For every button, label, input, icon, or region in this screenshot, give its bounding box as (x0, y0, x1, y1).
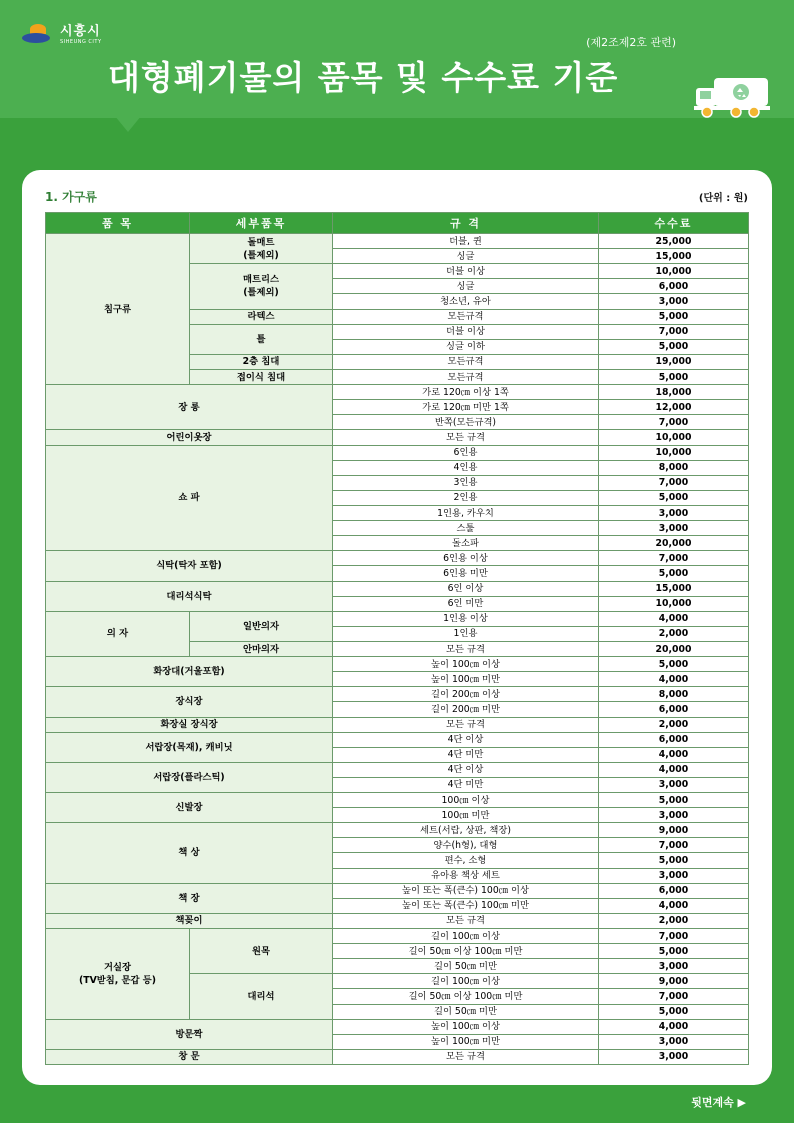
spec-cell: 반쪽(모든규격) (333, 415, 599, 430)
spec-cell: 유아용 책상 세트 (333, 868, 599, 883)
city-logo (22, 24, 102, 46)
fee-cell: 5,000 (599, 657, 749, 672)
fee-cell: 6,000 (599, 279, 749, 294)
fee-cell: 2,000 (599, 913, 749, 928)
spec-cell: 더블 이상 (333, 324, 599, 339)
city-logo-mark (22, 24, 56, 46)
spec-cell: 청소년, 유아 (333, 294, 599, 309)
item-cell: 방문짝 (46, 1019, 333, 1049)
item-cell: 화장실 장식장 (46, 717, 333, 732)
item-cell: 의 자 (46, 611, 190, 656)
spec-cell: 싱글 이하 (333, 339, 599, 354)
fee-cell: 10,000 (599, 445, 749, 460)
fee-cell: 3,000 (599, 1034, 749, 1049)
header-notch (110, 110, 146, 132)
subitem-cell: 일반의자 (190, 611, 333, 641)
table-row (46, 929, 749, 944)
fee-cell: 3,000 (599, 505, 749, 520)
spec-cell: 6인 이상 (333, 581, 599, 596)
fee-cell: 4,000 (599, 762, 749, 777)
spec-cell: 4인용 (333, 460, 599, 475)
fee-cell: 18,000 (599, 385, 749, 400)
fee-cell: 20,000 (599, 536, 749, 551)
item-cell: 어린이옷장 (46, 430, 333, 445)
fee-cell: 5,000 (599, 793, 749, 808)
table-row (46, 581, 749, 596)
fee-cell: 5,000 (599, 566, 749, 581)
fee-cell: 6,000 (599, 732, 749, 747)
table-row (46, 611, 749, 626)
spec-cell: 4단 이상 (333, 732, 599, 747)
fee-cell: 20,000 (599, 641, 749, 656)
fee-cell: 2,000 (599, 717, 749, 732)
spec-cell: 높이 100㎝ 이상 (333, 1019, 599, 1034)
spec-cell: 돌소파 (333, 536, 599, 551)
fee-cell: 7,000 (599, 551, 749, 566)
spec-cell: 1인용 (333, 626, 599, 641)
spec-cell: 가로 120㎝ 미만 1쪽 (333, 400, 599, 415)
fee-cell: 9,000 (599, 974, 749, 989)
spec-cell: 길이 50㎝ 이상 100㎝ 미만 (333, 989, 599, 1004)
fee-cell: 3,000 (599, 1049, 749, 1064)
item-cell: 신발장 (46, 793, 333, 823)
table-row (46, 657, 749, 672)
column-header-item: 품 목 (46, 213, 190, 234)
fee-cell: 4,000 (599, 747, 749, 762)
fee-cell: 19,000 (599, 354, 749, 369)
item-cell: 쇼 파 (46, 445, 333, 551)
table-row (46, 551, 749, 566)
spec-cell: 모든 규격 (333, 641, 599, 656)
spec-cell: 4단 이상 (333, 762, 599, 777)
item-cell: 창 문 (46, 1049, 333, 1064)
spec-cell: 길이 50㎝ 미만 (333, 1004, 599, 1019)
fee-cell: 7,000 (599, 989, 749, 1004)
fee-cell: 8,000 (599, 460, 749, 475)
page-title: 대형폐기물의 품목 및 수수료 기준 (108, 58, 619, 97)
table-row (46, 430, 749, 445)
fee-cell: 25,000 (599, 234, 749, 249)
spec-cell: 높이 또는 폭(큰수) 100㎝ 이상 (333, 883, 599, 898)
spec-cell: 모든규격 (333, 309, 599, 324)
spec-cell: 높이 100㎝ 미만 (333, 1034, 599, 1049)
spec-cell: 더블 이상 (333, 264, 599, 279)
spec-cell: 높이 또는 폭(큰수) 100㎝ 미만 (333, 898, 599, 913)
spec-cell: 싱글 (333, 249, 599, 264)
fee-cell: 7,000 (599, 415, 749, 430)
table-row (46, 234, 749, 249)
fee-cell: 3,000 (599, 521, 749, 536)
fee-cell: 5,000 (599, 944, 749, 959)
table-row (46, 445, 749, 460)
subitem-cell: 원목 (190, 929, 333, 974)
spec-cell: 6인용 미만 (333, 566, 599, 581)
fee-cell: 3,000 (599, 959, 749, 974)
fee-cell: 5,000 (599, 369, 749, 384)
spec-cell: 가로 120㎝ 이상 1쪽 (333, 385, 599, 400)
spec-cell: 모든 규격 (333, 717, 599, 732)
fee-cell: 5,000 (599, 853, 749, 868)
item-cell: 책 상 (46, 823, 333, 883)
table-row (46, 732, 749, 747)
item-cell: 장식장 (46, 687, 333, 717)
spec-cell: 6인용 (333, 445, 599, 460)
subitem-cell: 접이식 침대 (190, 369, 333, 384)
table-row (46, 687, 749, 702)
subitem-cell: 틀 (190, 324, 333, 354)
spec-cell: 스툴 (333, 521, 599, 536)
item-cell: 책 장 (46, 883, 333, 913)
spec-cell: 6인 미만 (333, 596, 599, 611)
subitem-cell: 2층 침대 (190, 354, 333, 369)
subitem-cell: 라텍스 (190, 309, 333, 324)
spec-cell: 모든규격 (333, 354, 599, 369)
fee-cell: 3,000 (599, 868, 749, 883)
table-row (46, 762, 749, 777)
subitem-cell: 매트리스 (틀제외) (190, 264, 333, 309)
spec-cell: 4단 미만 (333, 777, 599, 792)
fee-cell: 15,000 (599, 249, 749, 264)
spec-cell: 3인용 (333, 475, 599, 490)
fee-cell: 9,000 (599, 823, 749, 838)
item-cell: 침구류 (46, 234, 190, 385)
spec-cell: 1인용, 카우치 (333, 505, 599, 520)
spec-cell: 길이 200㎝ 이상 (333, 687, 599, 702)
item-cell: 거실장 (TV받침, 문갑 등) (46, 929, 190, 1020)
item-cell: 서랍장(목재), 캐비닛 (46, 732, 333, 762)
fee-cell: 12,000 (599, 400, 749, 415)
column-header-fee: 수수료 (599, 213, 749, 234)
item-cell: 서랍장(플라스틱) (46, 762, 333, 792)
page-header (0, 0, 794, 133)
fee-cell: 7,000 (599, 475, 749, 490)
subitem-cell: 돌매트 (틀제외) (190, 234, 333, 264)
spec-cell: 2인용 (333, 490, 599, 505)
unit-label: (단위 : 원) (698, 193, 748, 204)
logo-name: 시흥시 (60, 24, 101, 39)
spec-cell: 길이 100㎝ 이상 (333, 974, 599, 989)
item-cell: 대리석식탁 (46, 581, 333, 611)
table-row (46, 1049, 749, 1064)
spec-cell: 높이 100㎝ 이상 (333, 657, 599, 672)
fee-cell: 10,000 (599, 430, 749, 445)
section-title: 1. 가구류 (45, 190, 97, 204)
fee-cell: 2,000 (599, 626, 749, 641)
item-cell: 화장대(거울포함) (46, 657, 333, 687)
spec-cell: 모든 규격 (333, 430, 599, 445)
spec-cell: 양수(h형), 대형 (333, 838, 599, 853)
rule-reference: (제2조제2호 관련) (586, 36, 676, 49)
spec-cell: 길이 50㎝ 이상 100㎝ 미만 (333, 944, 599, 959)
spec-cell: 모든 규격 (333, 913, 599, 928)
table-row (46, 883, 749, 898)
fee-cell: 4,000 (599, 898, 749, 913)
fee-cell: 3,000 (599, 294, 749, 309)
spec-cell: 모든규격 (333, 369, 599, 384)
logo-subtitle: SIHEUNG CITY (60, 39, 102, 45)
fee-cell: 5,000 (599, 1004, 749, 1019)
spec-cell: 세트(서랍, 상판, 책장) (333, 823, 599, 838)
table-row (46, 793, 749, 808)
column-header-subitem: 세부품목 (190, 213, 333, 234)
spec-cell: 길이 50㎝ 미만 (333, 959, 599, 974)
fee-cell: 15,000 (599, 581, 749, 596)
fee-cell: 3,000 (599, 808, 749, 823)
fee-cell: 4,000 (599, 672, 749, 687)
item-cell: 식탁(탁자 포함) (46, 551, 333, 581)
fee-cell: 4,000 (599, 611, 749, 626)
spec-cell: 4단 미만 (333, 747, 599, 762)
fee-cell: 10,000 (599, 264, 749, 279)
spec-cell: 길이 100㎝ 이상 (333, 929, 599, 944)
continue-label: 뒷면계속 ▶ (691, 1096, 746, 1109)
subitem-cell: 대리석 (190, 974, 333, 1019)
garbage-truck-icon (692, 72, 772, 120)
fee-cell: 5,000 (599, 339, 749, 354)
fee-cell: 6,000 (599, 883, 749, 898)
column-header-spec: 규 격 (333, 213, 599, 234)
fee-cell: 8,000 (599, 687, 749, 702)
item-cell: 장 롱 (46, 385, 333, 430)
fee-cell: 6,000 (599, 702, 749, 717)
table-row (46, 823, 749, 838)
table-row (46, 717, 749, 732)
fee-cell: 7,000 (599, 838, 749, 853)
spec-cell: 모든 규격 (333, 1049, 599, 1064)
table-row (46, 1019, 749, 1034)
table-row (46, 385, 749, 400)
fee-cell: 7,000 (599, 929, 749, 944)
fee-table (45, 212, 749, 1065)
spec-cell: 더블, 퀸 (333, 234, 599, 249)
spec-cell: 길이 200㎝ 미만 (333, 702, 599, 717)
spec-cell: 1인용 이상 (333, 611, 599, 626)
table-row (46, 913, 749, 928)
subitem-cell: 안마의자 (190, 641, 333, 656)
spec-cell: 6인용 이상 (333, 551, 599, 566)
table-header-row (46, 213, 749, 234)
fee-cell: 3,000 (599, 777, 749, 792)
spec-cell: 100㎝ 이상 (333, 793, 599, 808)
spec-cell: 싱글 (333, 279, 599, 294)
fee-cell: 7,000 (599, 324, 749, 339)
spec-cell: 100㎝ 미만 (333, 808, 599, 823)
spec-cell: 편수, 소형 (333, 853, 599, 868)
fee-cell: 5,000 (599, 490, 749, 505)
spec-cell: 높이 100㎝ 미만 (333, 672, 599, 687)
fee-cell: 5,000 (599, 309, 749, 324)
fee-cell: 4,000 (599, 1019, 749, 1034)
item-cell: 책꽂이 (46, 913, 333, 928)
fee-cell: 10,000 (599, 596, 749, 611)
